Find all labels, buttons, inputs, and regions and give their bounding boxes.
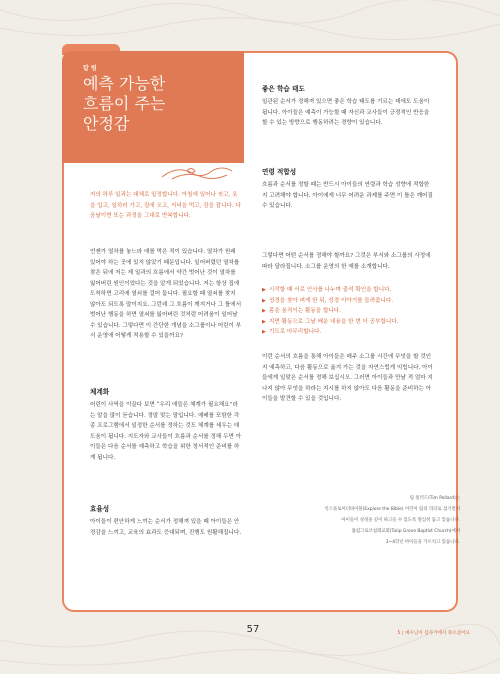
section-learning-attitude <box>262 83 434 129</box>
author-credits <box>300 493 460 548</box>
section-text: 일관된 순서가 정해져 있으면 좋은 학습 태도를 기르는 데에도 도움이 됩니다. 아이들은 예측이 가능할 때 자신과 교사들이 긍정적인 반응을 할 수 있는 방향으로 행동하려는 경향이 있습니다. <box>262 99 430 126</box>
triangle-bullet-icon: ▶ <box>262 318 266 325</box>
section-heading: 연령 적합성 <box>262 168 297 176</box>
section-heading: 체계화 <box>90 388 110 396</box>
intro-paragraph: 저의 하루 일과는 대체로 일정합니다. 아침에 일어나 씻고, 옷을 입고, 일하러 가고, 집에 오고, 저녁을 먹고, 잠을 잡니다. 다음날이면 또는 과정을 그대로 반복합니다. <box>90 192 241 219</box>
list-item: ▶ 시작할 때 서로 인사를 나누며 출석 확인을 합니다. <box>262 285 434 296</box>
section-efficiency <box>90 503 242 538</box>
running-footer: 5 | 예수님이 십자가에서 죽으셨어요 <box>397 631 470 636</box>
body-paragraph: 언젠가 열차를 놓느라 애를 먹은 적이 있습니다. 열차가 원래 있어야 하는 곳에 있지 않았기 때문입니다. 일어버렸던 열차를 찾은 뒤에 저는 제 일과의 흐름에서 약간 벗어난 것이 열차를 잃어버린 원인이었다는 것을 알게 되었습니다. 저는 항상 집에 도착하면 고리에 열쇠를 걸어 둡니다. 필요할 때 열쇠를 찾지 않아도 되도록 말이지요. 그런데 그 흐름이 깨지거나 그 틀에서 벗어난 행동을 하면 열쇠를 잃어버린 것처럼 어려움이 일어날 수 있습니다. 그렇다면 이 간단한 개념을 소그룹이나 어린이 부서 운영에 어떻게 적용할 수 있을까요? <box>90 249 242 339</box>
triangle-bullet-icon: ▶ <box>262 329 266 335</box>
section-text: 아이들이 편안하게 느끼는 순서가 정해져 있을 때 아이들은 안정감을 느끼고, 교육의 효과도 증대되며, 진행도 원활해집니다. <box>90 519 242 536</box>
list-item: ▶ 지면 활동으로 그날 배운 내용을 한 번 더 공부합니다. <box>262 317 434 328</box>
section-structure <box>90 386 242 463</box>
closing-paragraph: 이런 순서의 흐름을 통해 아이들은 매주 소그룹 시간에 무엇을 할 것인지 예측하고, 다음 활동으로 옮겨 가는 것을 자연스럽게 익힙니다. 아이들에게 일맞은 순서를 정해 보십시오. 그러면 아이들과 만날 적 얼마 지나지 않아 무엇을 하라는 지시를 하지 않아도 다음 활동을 준비하는 아이들을 발견할 수 있을 것입니다. <box>262 354 433 402</box>
credit-line: 팀 폴러드(Tim Pollard)는 <box>409 496 460 501</box>
section-heading: 효율성 <box>90 505 110 513</box>
article-title: 예측 가능한 흐름이 주는 안정감 <box>83 74 166 133</box>
column-tag: 칼 럼 <box>83 65 97 72</box>
question-paragraph: 그렇다면 어떤 순서를 정해야 할까요? 그것은 부서와 소그룹의 사정에 따라 달라집니다. 소그룹 운영의 한 예를 소개합니다. <box>262 253 431 270</box>
list-item: ▶ 기도로 마무리합니다. <box>262 327 434 338</box>
list-item: ▶ 몸을 움직이는 활동을 합니다. <box>262 306 434 317</box>
section-text: 어린이 사역을 이끌다 보면 “우리 애들은 체계가 필요해요”라는 말을 많이 듣습니다. 정말 맞는 말입니다. 예배를 포함한 각종 프로그램에서 일정한 순서를 정하는 것도 체계를 세우는 데 도움이 됩니다. 지도자와 교사들이 흐름과 순서를 정해 두면 아이들은 다음 순서를 예측하고 학습을 위한 정서적인 준비를 하게 됩니다. <box>90 402 242 461</box>
section-text: 흐름과 순서를 정할 때는 반드시 아이들의 연령과 학습 성향에 적합한지 고려해야 합니다. 아이에게 너무 어려운 과제를 주면 이 틀은 깨어질 수 있습니다. <box>262 182 433 209</box>
credit-line: 익스플로어더바이블(Explore the Bible) 어린이 팀의 리더로 섬기면서 <box>324 507 460 512</box>
wave-ornament-icon <box>62 163 244 183</box>
section-heading: 좋은 학습 태도 <box>262 85 305 93</box>
credit-line: 아이들이 성경을 깊이 따고들 수 있도록 열심히 돕고 있습니다. <box>341 518 460 523</box>
triangle-bullet-icon: ▶ <box>262 287 266 293</box>
step-list <box>262 285 434 338</box>
credit-line: 튤립그로브침례교회(Tulip Grove Baptist Church)에서 <box>351 529 460 534</box>
triangle-bullet-icon: ▶ <box>262 297 266 304</box>
credit-line: 3~4학년 아이들을 가르치고 있습니다. <box>385 540 460 545</box>
section-age-appropriateness <box>262 166 434 212</box>
list-item: ▶ 성경을 찾아 펴게 한 뒤, 성경 이야기를 들려줍니다. <box>262 296 434 307</box>
page-number: 57 <box>246 624 260 635</box>
triangle-bullet-icon: ▶ <box>262 308 266 314</box>
